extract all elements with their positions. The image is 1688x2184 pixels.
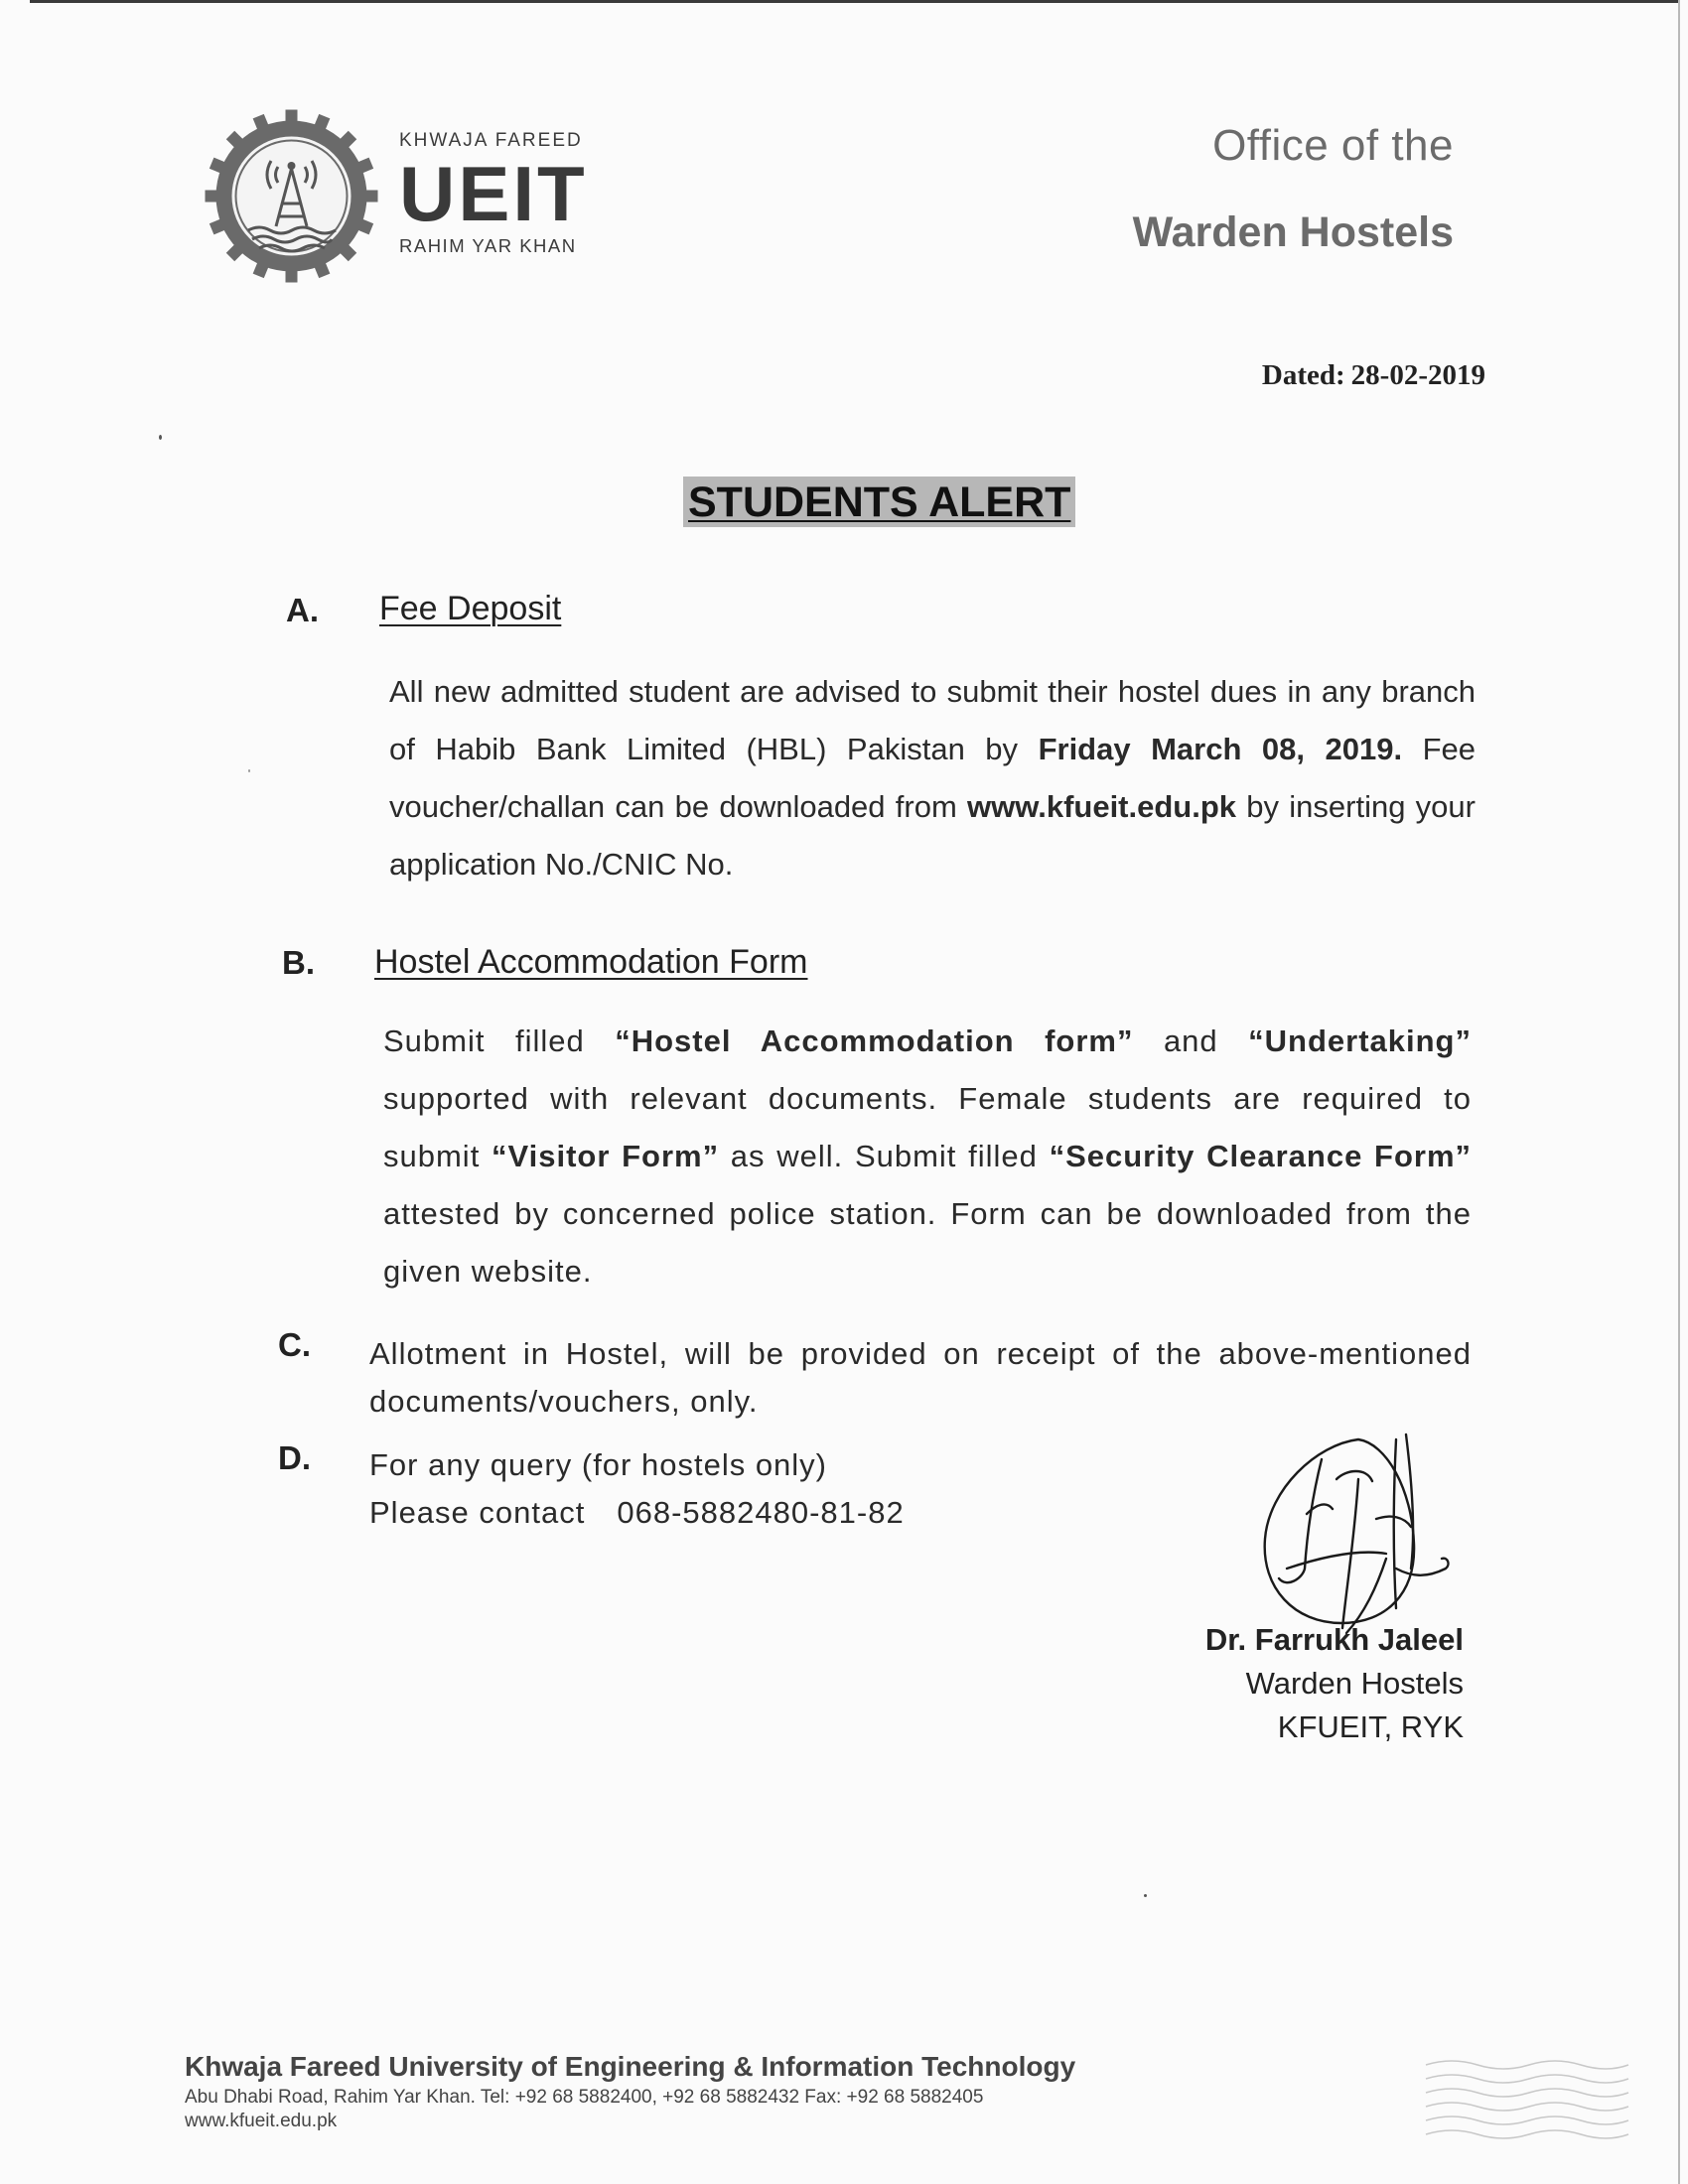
date-label: Dated:	[1261, 359, 1345, 391]
office-line2: Warden Hostels	[1132, 208, 1454, 256]
brand-top-text: KHWAJA FAREED	[399, 130, 583, 151]
signatory-org: KFUEIT, RYK	[1277, 1709, 1464, 1744]
scan-speck	[1144, 1894, 1147, 1897]
section-b-form4: “Security Clearance Form”	[1049, 1139, 1473, 1173]
section-c-text: Allotment in Hostel, will be provided on receipt of the above-mentioned documents/vouchers, only.	[369, 1336, 1472, 1419]
section-d-paragraph	[369, 1441, 905, 1537]
brand-main-text: UEIT	[399, 150, 588, 237]
scan-speck	[159, 435, 162, 440]
footer	[185, 2051, 1075, 2132]
section-a-website: www.kfueit.edu.pk	[967, 789, 1237, 824]
section-b-paragraph	[383, 1013, 1472, 1300]
section-b-form2: “Undertaking”	[1248, 1024, 1472, 1058]
office-heading	[1133, 121, 1454, 257]
section-a-text2: Fee voucher/challan can be downloaded from	[389, 732, 1476, 824]
section-b-letter: B.	[282, 944, 315, 981]
date-line	[1262, 359, 1485, 392]
section-a-heading: Fee Deposit	[379, 590, 562, 627]
section-c-letter: C.	[278, 1326, 311, 1363]
section-b-form3: “Visitor Form”	[492, 1139, 720, 1173]
section-b-text5: attested by concerned police station. Form can be downloaded from the given website.	[383, 1196, 1472, 1289]
contact-label: Please contact	[369, 1495, 586, 1530]
section-b-text3: supported with relevant documents. Female students are required to submit	[383, 1081, 1472, 1173]
section-a-text3: by inserting your application No./CNIC No.	[389, 789, 1476, 882]
scan-border-top	[30, 0, 1678, 3]
handwritten-signature	[1247, 1420, 1476, 1648]
date-value: 28-02-2019	[1350, 359, 1485, 391]
footer-website: www.kfueit.edu.pk	[185, 2111, 338, 2131]
section-b-form1: “Hostel Accommodation form”	[615, 1024, 1134, 1058]
footer-address: Abu Dhabi Road, Rahim Yar Khan. Tel: +92 68 5882400, +92 68 5882432 Fax: +92 68 5882405	[185, 2087, 984, 2108]
section-b-heading: Hostel Accommodation Form	[374, 943, 808, 981]
section-a-paragraph	[389, 663, 1476, 893]
university-wordmark	[399, 130, 588, 257]
section-a-text1: All new admitted student are advised to submit their hostel dues in any branch of Habib Bank Limited (HBL) Pakistan by	[389, 674, 1476, 766]
footer-university-name: Khwaja Fareed University of Engineering & Information Technology	[185, 2051, 1076, 2082]
scan-speck	[248, 769, 250, 772]
signatory-title: Warden Hostels	[1245, 1666, 1464, 1701]
university-seal-icon	[205, 109, 378, 283]
contact-line	[369, 1489, 905, 1537]
section-d-letter: D.	[278, 1439, 311, 1476]
office-line1: Office of the	[1212, 121, 1454, 170]
section-a-deadline: Friday March 08, 2019.	[1038, 732, 1403, 766]
brand-bottom-text: RAHIM YAR KHAN	[399, 235, 577, 256]
signatory-block	[1205, 1618, 1464, 1749]
scan-border-right	[1678, 0, 1680, 2184]
section-b-text4: as well. Submit filled	[719, 1139, 1050, 1173]
section-a-letter: A.	[286, 592, 319, 628]
section-b-text1: Submit filled	[383, 1024, 616, 1058]
section-d-line1: For any query (for hostels only)	[369, 1447, 828, 1482]
signatory-name: Dr. Farrukh Jaleel	[1204, 1622, 1464, 1657]
section-b-text2: and	[1133, 1024, 1249, 1058]
page-title: STUDENTS ALERT	[683, 477, 1075, 527]
contact-number: 068-5882480-81-82	[617, 1495, 905, 1530]
wave-watermark-icon	[1422, 2055, 1632, 2150]
